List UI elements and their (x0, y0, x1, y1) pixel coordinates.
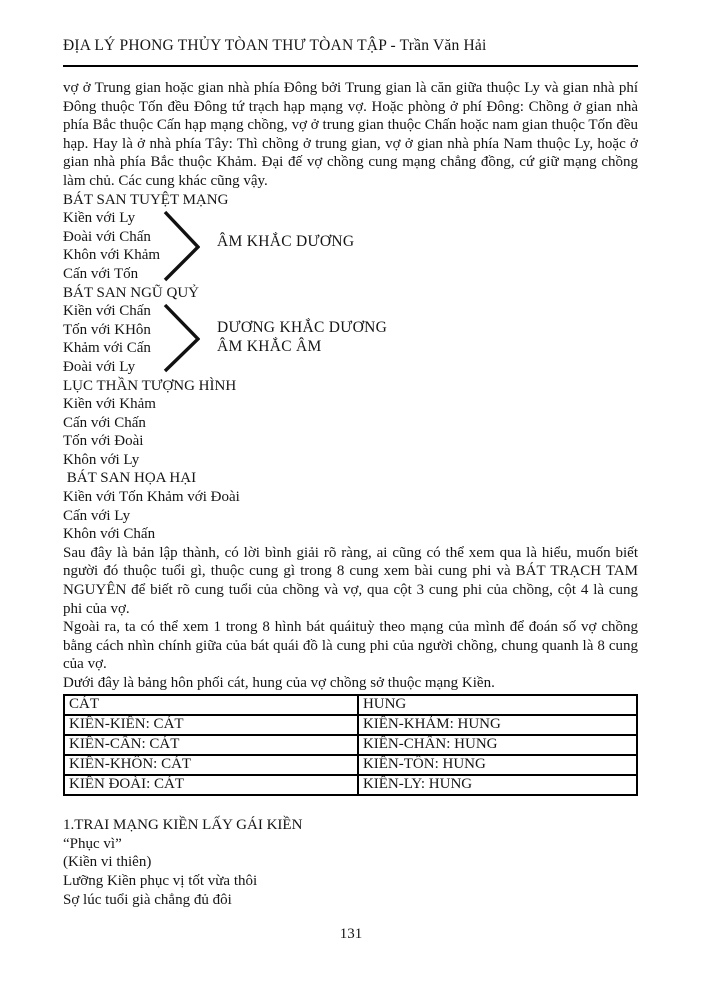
pair-item: Kiền với Chấn (63, 303, 151, 320)
table-cell: KIỀN-KHẢM: HUNG (358, 715, 637, 735)
pair-item: Cấn với Ly (63, 507, 131, 524)
bracket-label-line: ÂM KHẮC ÂM (217, 338, 322, 356)
pair-item: Tốn với Đoài (63, 433, 144, 450)
table-cell: KIỀN-KHÔN: CÁT (64, 755, 358, 775)
pair-item: Cấn với Tốn (63, 265, 139, 282)
pair-item: Kiền với Khảm (63, 396, 156, 413)
verse-section (63, 816, 638, 911)
paragraph-intro: vợ ở Trung gian hoặc gian nhà phía Đông bởi Trung gian là căn giữa thuộc Ly và gian nhà phí Đông thuộc Tốn đều Đông tứ trạch hạp mạng vợ. Hoặc phòng ở phí Đông: Chồng ở gian nhà phía Bắc thuộc Cấn hạp mạng chồng, vợ ở trung gian thuộc Chấn hoặc nam gian thuộc Tốn đều hạp. Hay là ở nhà phía Tây: Thì chồng ở trung gian, vợ ở gian nhà phía Nam thuộc Ly, hoặc ở gian nhà phía Bắc thuộc Khảm. Đại đế vợ chồng cung mạng chẳng đồng, cứ giữ mạng chồng làm chủ. Các cung khác cũng vậy. (63, 80, 638, 189)
pair-item: Đoài với Ly (63, 358, 136, 375)
pair-item: Khôn với Khảm (63, 247, 161, 264)
table-row (64, 715, 637, 735)
table-row (64, 755, 637, 775)
pair-item: Khảm với Cấn (63, 340, 151, 357)
section-heading-luc-than-tuong-hinh: LỤC THẦN TƯỢNG HÌNH (63, 377, 237, 394)
angle-bracket-shape (163, 210, 200, 282)
pair-group-ngu-quy (63, 302, 638, 376)
table-header-row (64, 695, 637, 715)
verse-heading: 1.TRAI MẠNG KIỀN LẤY GÁI KIỀN (63, 816, 303, 833)
table-cell: KIỀN-CHẤN: HUNG (358, 735, 637, 755)
bracket-label-line: DƯƠNG KHẮC DƯƠNG (217, 319, 388, 337)
pair-item: Đoài với Chấn (63, 228, 151, 245)
table-header-cat: CÁT (64, 695, 358, 715)
book-title: ĐỊA LÝ PHONG THỦY TÒAN THƯ TÒAN TẬP - Trần Văn Hải (63, 37, 487, 54)
page-header (63, 36, 638, 67)
section-heading-bat-san-hoa-hai: BÁT SAN HỌA HẠI (63, 470, 197, 487)
verse-line: Sợ lúc tuổi già chẳng đủ đôi (63, 892, 232, 909)
verse-line: Lưỡng Kiền phục vị tốt vừa thôi (63, 873, 258, 890)
page-number: 131 (339, 926, 363, 942)
verse-line: “Phục vì” (63, 835, 122, 852)
table-caption: Dưới đây là bảng hôn phối cát, hung của vợ chồng sở thuộc mạng Kiền. (63, 675, 495, 691)
pair-item: Kiền với Tốn Khảm với Đoài (63, 489, 240, 506)
section-heading-bat-san-tuyet-mang: BÁT SAN TUYỆT MẠNG (63, 191, 229, 208)
pair-item: Kiền với Ly (63, 210, 136, 227)
table-cell: KIỀN-KIỀN: CÁT (64, 715, 358, 735)
table-row (64, 775, 637, 795)
paragraph-lap-thanh: Sau đây là bản lập thành, có lời bình giải rõ ràng, ai cũng có thể xem qua là hiểu, muốn biết người đó thuộc tuổi gì, thuộc cung gì trong 8 cung xem bài cung phi và BÁT TRẠCH TAM NGUYÊN để biết rõ cung tuổi của chồng và vợ, qua cột 3 cung phi của chồng, cột 4 là cung phi của vợ. (63, 544, 638, 617)
table-cell: KIỀN-CẤN: CÁT (64, 735, 358, 755)
pair-group-tuyet-mang (63, 209, 638, 283)
table-cell: KIỀN ĐOÀI: CÁT (64, 775, 358, 795)
angle-bracket-shape (163, 303, 200, 373)
pair-item: Tốn với KHôn (63, 321, 151, 338)
verse-line: (Kiền vi thiên) (63, 854, 152, 871)
table-cell: KIỀN-TỐN: HUNG (358, 755, 637, 775)
paragraph-bat-quai: Ngoài ra, ta có thể xem 1 trong 8 hình bát quáituỳ theo mạng của mình để đoán số vợ chồng bằng cách nhìn chính giữa của bát quái đồ là cung phi của người chồng, chung quanh là 8 cung của vợ. (63, 619, 638, 673)
pair-item: Khôn với Chấn (63, 526, 156, 543)
bracket-label: ÂM KHẮC DƯƠNG (217, 233, 355, 251)
table-header-hung: HUNG (358, 695, 637, 715)
pair-item: Khôn với Ly (63, 451, 140, 468)
hon-phoi-table (63, 694, 638, 796)
section-heading-bat-san-ngu-quy: BÁT SAN NGŨ QUỶ (63, 284, 199, 301)
table-cell: KIỀN-LY: HUNG (358, 775, 637, 795)
pair-item: Cấn với Chấn (63, 414, 146, 431)
pair-group-hoa-hai (63, 488, 638, 544)
table-row (64, 735, 637, 755)
header-rule (63, 65, 638, 67)
pair-group-luc-than (63, 395, 638, 469)
bracket-label (217, 318, 387, 356)
